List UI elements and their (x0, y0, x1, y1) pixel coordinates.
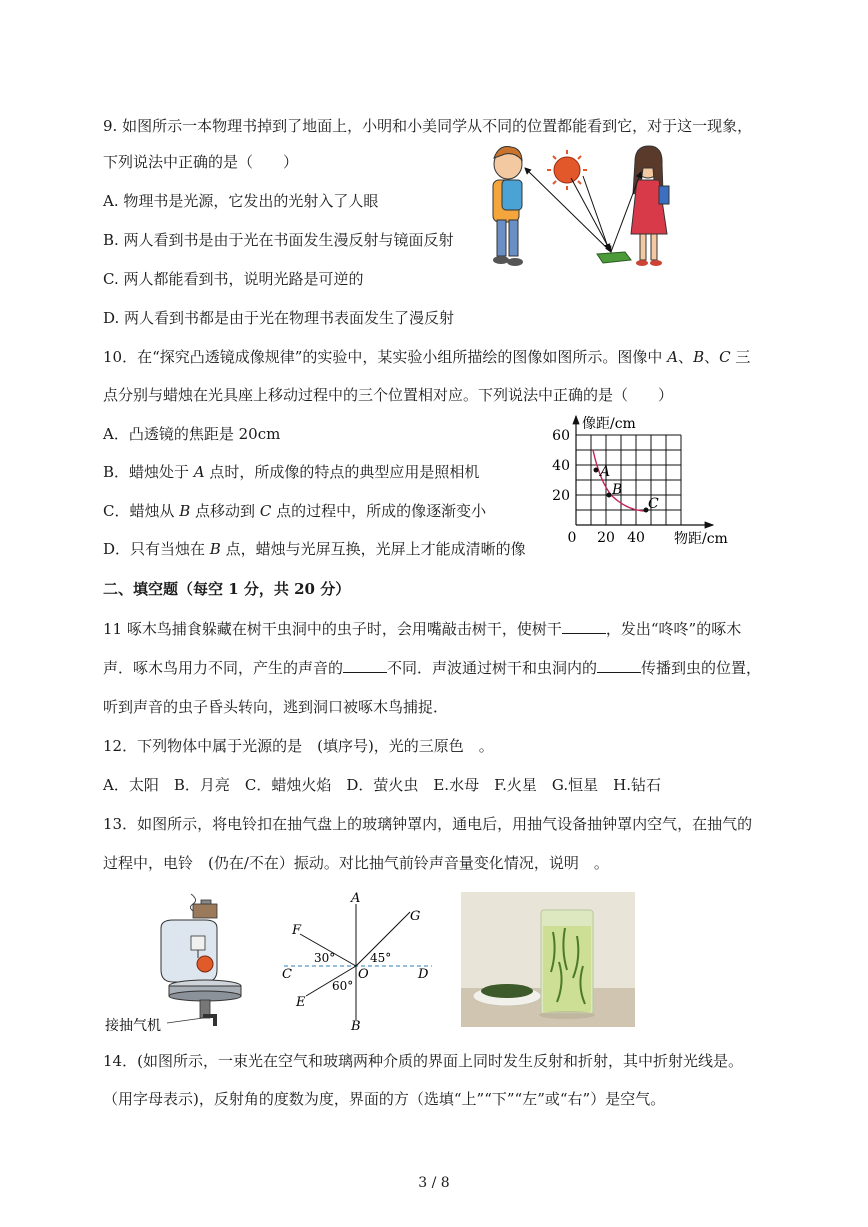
ref-label-o: O (358, 967, 369, 982)
q11-blank-2[interactable] (343, 658, 387, 673)
girl-figure (631, 146, 669, 266)
graph-point-c-label: C (648, 496, 659, 512)
q9-stem-line-1: 9. 如图所示一本物理书掉到了地面上，小明和小美同学从不同的位置都能看到它，对于这一现象， (103, 117, 753, 135)
graph-y-tick-20: 20 (552, 488, 570, 504)
ref-label-b: B (351, 1019, 361, 1034)
q10-option-d: D．只有当烛在 B 点，蜡烛与光屏互换，光屏上才能成清晰的像 (103, 540, 526, 558)
q9-stem-line-2: 下列说法中正确的是（ ） (103, 153, 299, 171)
graph-x-tick-0: 0 (567, 530, 577, 546)
q10-option-c: C．蜡烛从 B 点移动到 C 点的过程中，所成的像逐渐变小 (103, 502, 487, 520)
bell-jar-label: 接抽气机 (105, 1018, 161, 1034)
graph-x-tick-20: 20 (597, 530, 615, 546)
bell-jar-figure (103, 890, 253, 1035)
section-2-heading: 二、填空题（每空 1 分，共 20 分） (103, 580, 351, 598)
ref-label-e: E (296, 995, 306, 1010)
book-reflection-illustration (485, 142, 675, 272)
ref-angle-30: 30° (314, 951, 336, 965)
q11-line-2: 声．啄木鸟用力不同，产生的声音的 不同．声波通过树干和虫洞内的 传播到虫的位置， (103, 659, 762, 677)
q11-line-3: 听到声音的虫子昏头转向，逃到洞口被啄木鸟捕捉． (103, 698, 449, 716)
q12-line-2: A．太阳 B．月亮 C．蜡烛火焰 D．萤火虫 E.水母 F.火星 G.恒星 H.钻石 (103, 776, 661, 794)
ref-angle-45: 45° (370, 951, 392, 965)
graph-x-axis-label: 物距/cm (674, 531, 728, 547)
book-icon (597, 252, 631, 263)
refraction-diagram (278, 890, 438, 1035)
image-distance-graph (548, 412, 738, 552)
q14-line-2: （用字母表示)，反射角的度数为度，界面的方（选填“上”“下”“左”或“右”）是空气。 (103, 1090, 666, 1108)
ref-label-f: F (292, 923, 302, 938)
q10-option-a: A．凸透镜的焦距是 20cm (103, 425, 281, 443)
ref-angle-60: 60° (332, 979, 354, 993)
q11-blank-1[interactable] (562, 619, 606, 634)
q12-line-1: 12．下列物体中属于光源的是 (填序号)，光的三原色 。 (103, 737, 494, 755)
graph-y-axis-label: 像距/cm (582, 416, 636, 432)
ref-label-a: A (351, 891, 361, 906)
q9-option-a: A. 物理书是光源，它发出的光射入了人眼 (103, 192, 379, 210)
q11-line-1: 11 啄木鸟捕食躲藏在树干虫洞中的虫子时，会用嘴敲击树干，使树干 ，发出“咚咚”的啄木 (103, 620, 742, 638)
graph-y-tick-60: 60 (552, 428, 570, 444)
q13-line-1: 13．如图所示，将电铃扣在抽气盘上的玻璃钟罩内，通电后，用抽气设备抽钟罩内空气，在抽气的 (103, 815, 753, 833)
q10-stem-line-1: 10．在“探究凸透镜成像规律”的实验中，某实验小组所描绘的图像如图所示。图像中 A、B、C 三 (103, 348, 751, 366)
graph-x-tick-40: 40 (627, 530, 645, 546)
q10-option-b: B．蜡烛处于 A 点时，所成像的特点的典型应用是照相机 (103, 463, 480, 481)
q9-option-d: D. 两人看到书都是由于光在物理书表面发生了漫反射 (103, 309, 455, 327)
ref-label-d: D (418, 967, 429, 982)
boy-figure (493, 146, 523, 266)
q14-line-1: 14．(如图所示，一束光在空气和玻璃两种介质的界面上同时发生反射和折射，其中折射光线是。 (103, 1052, 743, 1070)
q9-option-c: C. 两人都能看到书，说明光路是可逆的 (103, 270, 364, 288)
graph-y-tick-40: 40 (552, 458, 570, 474)
q10-stem-line-2: 点分别与蜡烛在光具座上移动过程中的三个位置相对应。下列说法中正确的是（ ） (103, 386, 674, 404)
q9-option-b: B. 两人看到书是由于光在书面发生漫反射与镜面反射 (103, 231, 454, 249)
ref-label-c: C (282, 967, 292, 982)
q13-line-2: 过程中，电铃 (仍在/不在）振动。对比抽气前铃声音量变化情况，说明 。 (103, 854, 609, 872)
q11-blank-3[interactable] (597, 658, 641, 673)
page-number: 3 / 8 (418, 1175, 450, 1191)
ref-label-g: G (410, 909, 421, 924)
graph-point-a-label: A (600, 464, 611, 480)
graph-point-b-label: B (612, 482, 623, 498)
sun-icon (547, 150, 587, 190)
tea-glass-photo (461, 892, 635, 1027)
